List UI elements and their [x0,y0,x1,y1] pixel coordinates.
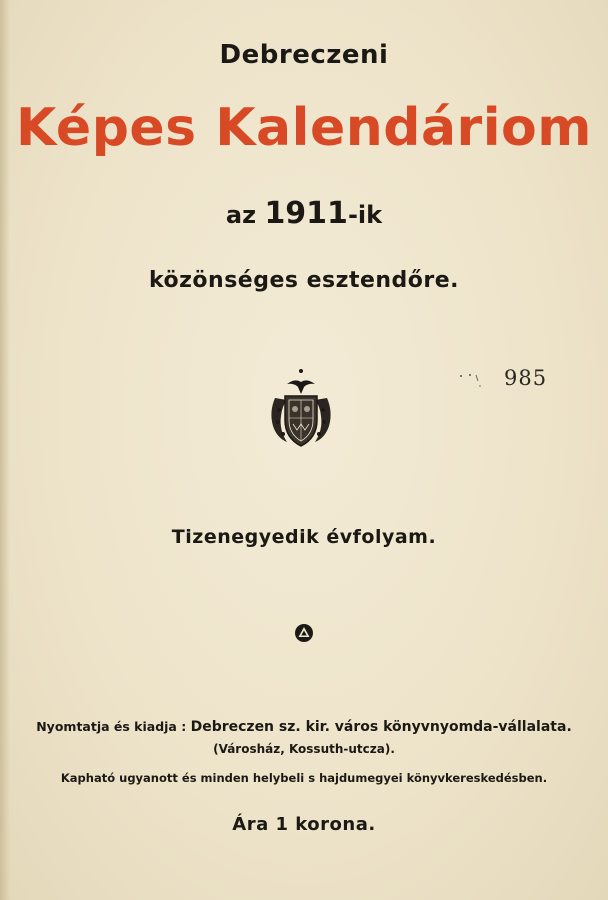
pencil-marks [458,372,498,391]
title-line-year [0,196,608,231]
imprint-availability: Kapható ugyanott és minden helybeli s hajdumegyei könyvkereskedésben. [60,771,548,785]
triangle-ornament-icon [294,623,314,643]
coat-of-arms-icon [265,368,337,452]
imprint-publisher: Debreczen sz. kir. város könyvnyomda-vállalata. [190,719,572,735]
title-line-debreczeni: Debreczeni [219,40,389,70]
imprint-label: Nyomtatja és kiadja : [36,719,187,734]
year-number: 1911 [264,196,348,231]
year-suffix: -ik [347,201,383,229]
imprint-publisher-line [0,719,608,735]
price-line: Ára 1 korona. [232,814,376,835]
title-line-esztendore: közönséges esztendőre. [148,268,460,293]
year-prefix: az [225,201,257,229]
imprint-address: (Városház, Kossuth-utcza). [213,742,395,756]
title-line-kepes-kalendariom: Képes Kalendáriom [16,98,592,158]
edition-line: Tizenegyedik évfolyam. [171,526,437,548]
handwritten-catalog-number: 985 [504,366,548,390]
